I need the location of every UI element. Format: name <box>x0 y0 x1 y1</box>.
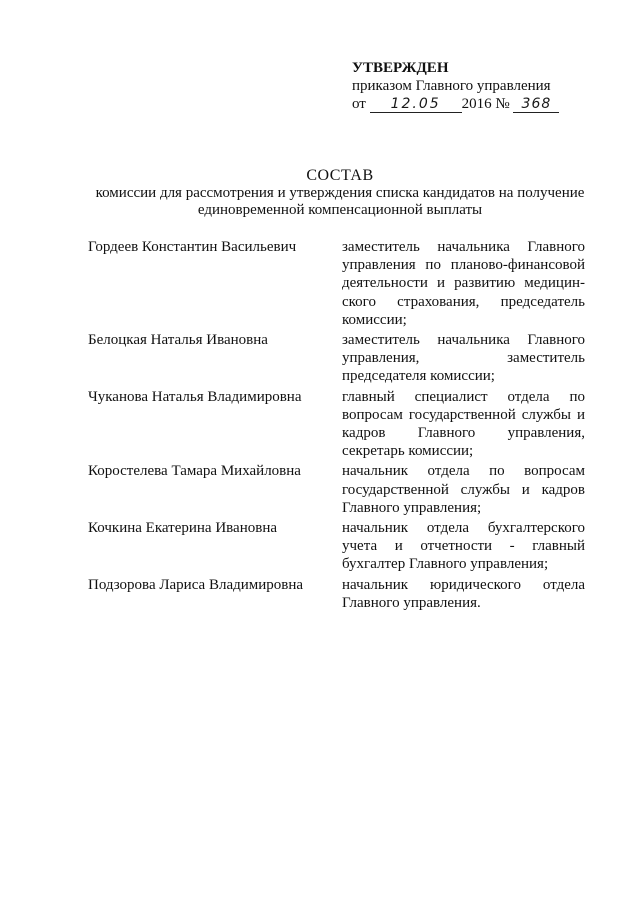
member-row <box>88 388 588 461</box>
member-role: заместитель начальника Главного управления, заместитель председателя комиссии; <box>342 332 585 385</box>
member-row <box>88 576 588 612</box>
approval-year: 2016 № <box>461 96 510 112</box>
member-role: начальник юридического отдела Главного управления. <box>342 576 585 611</box>
heading-subtitle-line-1: комиссии для рассмотрения и утверждения списка кандидатов на получение <box>95 185 585 201</box>
approval-order-line: приказом Главного управления <box>352 78 551 94</box>
member-row <box>88 331 588 386</box>
commission-members-list <box>88 238 588 614</box>
member-row <box>88 462 588 517</box>
member-name: Подзорова Лариса Владимировна <box>88 576 304 593</box>
member-role: заместитель начальника Главного управления по планово-финансовой деятельности и развитию медицин-ского страхования, председатель комиссии; <box>342 239 585 328</box>
member-row <box>88 238 588 329</box>
member-role: начальник отдела по вопросам государственной службы и кадров Главного управления; <box>342 463 585 516</box>
member-name: Белоцкая Наталья Ивановна <box>88 332 268 349</box>
approval-block <box>352 59 612 113</box>
approval-title: УТВЕРЖДЕН <box>352 60 449 76</box>
approval-date-line <box>352 95 612 113</box>
approval-date-prefix: от <box>352 96 366 112</box>
document-heading <box>60 166 620 219</box>
member-role: главный специалист отдела по вопросам государственной службы и кадров Главного управления, секретарь комиссии; <box>342 388 585 460</box>
member-name: Гордеев Константин Васильевич <box>88 239 297 255</box>
member-name: Чуканова Наталья Владимировна <box>88 388 302 405</box>
heading-subtitle-line-2: единовременной компенсационной выплаты <box>197 202 483 218</box>
heading-title: СОСТАВ <box>306 167 374 184</box>
member-role: начальник отдела бухгалтерского учета и отчетности - главный бухгалтер Главного управления; <box>342 520 585 573</box>
handwritten-date: 12.05 <box>370 97 462 113</box>
member-name: Кочкина Екатерина Ивановна <box>88 520 278 537</box>
member-name: Коростелева Тамара Михайловна <box>88 463 301 480</box>
handwritten-order-number: 368 <box>513 97 559 113</box>
member-row <box>88 519 588 574</box>
